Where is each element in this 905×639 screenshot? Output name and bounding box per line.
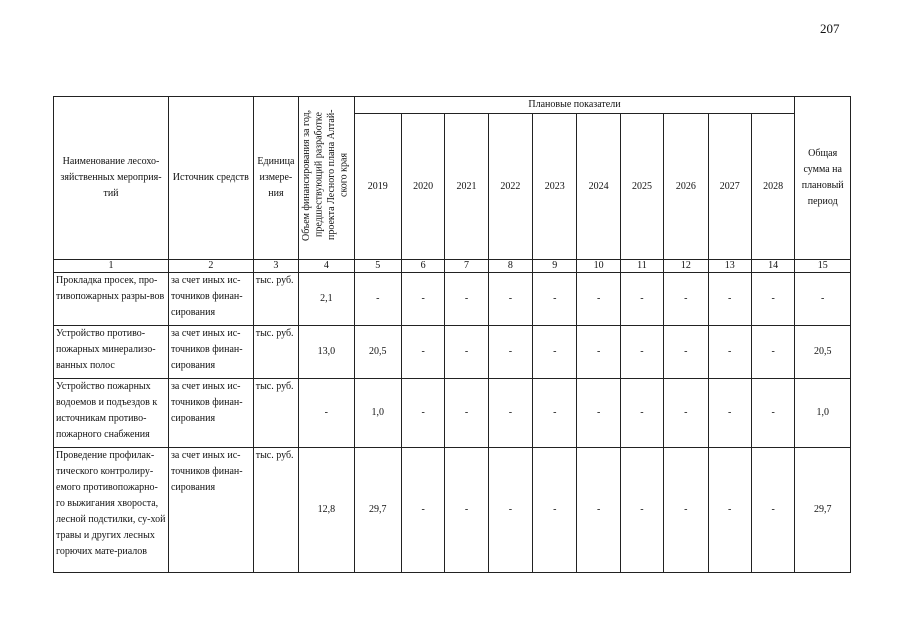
year-value: - bbox=[488, 379, 532, 448]
year-value: - bbox=[708, 379, 751, 448]
year-value: 29,7 bbox=[354, 448, 401, 573]
activity-name: Прокладка просек, про-тивопожарных разры-вов bbox=[54, 273, 169, 326]
header-year: 2019 bbox=[354, 114, 401, 260]
table-row bbox=[54, 379, 851, 448]
funding-source: за счет иных ис-точников финан-сирования bbox=[168, 448, 253, 573]
header-plan-indicators: Плановые показатели bbox=[354, 97, 795, 114]
year-value: - bbox=[664, 326, 708, 379]
header-year: 2025 bbox=[620, 114, 663, 260]
header-year: 2028 bbox=[751, 114, 795, 260]
year-value: - bbox=[664, 379, 708, 448]
total-value: 20,5 bbox=[795, 326, 851, 379]
funding-source: за счет иных ис-точников финан-сирования bbox=[168, 273, 253, 326]
column-number: 9 bbox=[533, 260, 577, 273]
header-unit: Единица измере-ния bbox=[253, 97, 298, 260]
year-value: - bbox=[620, 326, 663, 379]
year-value: - bbox=[577, 379, 620, 448]
header-total-sum: Общая сумма на плановый период bbox=[795, 97, 851, 260]
column-number-row bbox=[54, 260, 851, 273]
column-number: 8 bbox=[488, 260, 532, 273]
header-prior-year-volume bbox=[299, 97, 354, 260]
header-year: 2023 bbox=[533, 114, 577, 260]
header-funding-source: Источник средств bbox=[168, 97, 253, 260]
header-year: 2024 bbox=[577, 114, 620, 260]
funding-source: за счет иных ис-точников финан-сирования bbox=[168, 379, 253, 448]
header-year: 2021 bbox=[445, 114, 488, 260]
year-value: - bbox=[488, 273, 532, 326]
year-value: - bbox=[620, 379, 663, 448]
year-value: - bbox=[401, 326, 444, 379]
year-value: - bbox=[664, 448, 708, 573]
column-number: 15 bbox=[795, 260, 851, 273]
unit: тыс. руб. bbox=[253, 326, 298, 379]
year-value: - bbox=[401, 273, 444, 326]
year-value: - bbox=[708, 326, 751, 379]
year-value: - bbox=[445, 273, 488, 326]
table-row bbox=[54, 448, 851, 573]
column-number: 2 bbox=[168, 260, 253, 273]
table-row bbox=[54, 326, 851, 379]
unit: тыс. руб. bbox=[253, 379, 298, 448]
column-number: 14 bbox=[751, 260, 795, 273]
activity-name: Устройство пожарных водоемов и подъездов к источникам противо-пожарного снабжения bbox=[54, 379, 169, 448]
year-value: - bbox=[751, 326, 795, 379]
column-number: 12 bbox=[664, 260, 708, 273]
activity-name: Проведение профилак-тического контролиру-емого противопожарно-го выжигания хвороста, лесной подстилки, су-хой травы и других лесных горючих мате-риалов bbox=[54, 448, 169, 573]
year-value: - bbox=[488, 448, 532, 573]
year-value: - bbox=[577, 326, 620, 379]
year-value: 1,0 bbox=[354, 379, 401, 448]
column-number: 3 bbox=[253, 260, 298, 273]
year-value: - bbox=[533, 379, 577, 448]
total-value: - bbox=[795, 273, 851, 326]
year-value: - bbox=[620, 273, 663, 326]
prior-year-value: 13,0 bbox=[299, 326, 354, 379]
total-value: 1,0 bbox=[795, 379, 851, 448]
unit: тыс. руб. bbox=[253, 273, 298, 326]
year-value: - bbox=[533, 448, 577, 573]
table-row bbox=[54, 273, 851, 326]
year-value: - bbox=[751, 379, 795, 448]
year-value: - bbox=[488, 326, 532, 379]
year-value: 20,5 bbox=[354, 326, 401, 379]
prior-year-value: 2,1 bbox=[299, 273, 354, 326]
year-value: - bbox=[533, 273, 577, 326]
year-value: - bbox=[751, 273, 795, 326]
column-number: 7 bbox=[445, 260, 488, 273]
header-prior-year-volume-text: Объем финансирования за год, предшествующий разработке проекта Лесного плана Алтай-ского края bbox=[301, 109, 350, 241]
prior-year-value: - bbox=[299, 379, 354, 448]
funding-source: за счет иных ис-точников финан-сирования bbox=[168, 326, 253, 379]
year-value: - bbox=[751, 448, 795, 573]
total-value: 29,7 bbox=[795, 448, 851, 573]
column-number: 4 bbox=[299, 260, 354, 273]
header-year: 2020 bbox=[401, 114, 444, 260]
column-number: 10 bbox=[577, 260, 620, 273]
column-number: 6 bbox=[401, 260, 444, 273]
year-value: - bbox=[708, 273, 751, 326]
year-value: - bbox=[354, 273, 401, 326]
unit: тыс. руб. bbox=[253, 448, 298, 573]
header-activity-name: Наименование лесохо-зяйственных мероприя-тий bbox=[54, 97, 169, 260]
column-number: 13 bbox=[708, 260, 751, 273]
year-value: - bbox=[401, 379, 444, 448]
header-year: 2027 bbox=[708, 114, 751, 260]
activity-name: Устройство противо-пожарных минерализо-ванных полос bbox=[54, 326, 169, 379]
year-value: - bbox=[401, 448, 444, 573]
header-year: 2022 bbox=[488, 114, 532, 260]
prior-year-value: 12,8 bbox=[299, 448, 354, 573]
column-number: 1 bbox=[54, 260, 169, 273]
year-value: - bbox=[664, 273, 708, 326]
column-number: 11 bbox=[620, 260, 663, 273]
header-year: 2026 bbox=[664, 114, 708, 260]
year-value: - bbox=[445, 326, 488, 379]
year-value: - bbox=[620, 448, 663, 573]
page-number: 207 bbox=[820, 21, 840, 36]
year-value: - bbox=[577, 448, 620, 573]
financing-table bbox=[53, 96, 851, 573]
year-value: - bbox=[445, 379, 488, 448]
year-value: - bbox=[708, 448, 751, 573]
year-value: - bbox=[577, 273, 620, 326]
year-value: - bbox=[445, 448, 488, 573]
column-number: 5 bbox=[354, 260, 401, 273]
year-value: - bbox=[533, 326, 577, 379]
